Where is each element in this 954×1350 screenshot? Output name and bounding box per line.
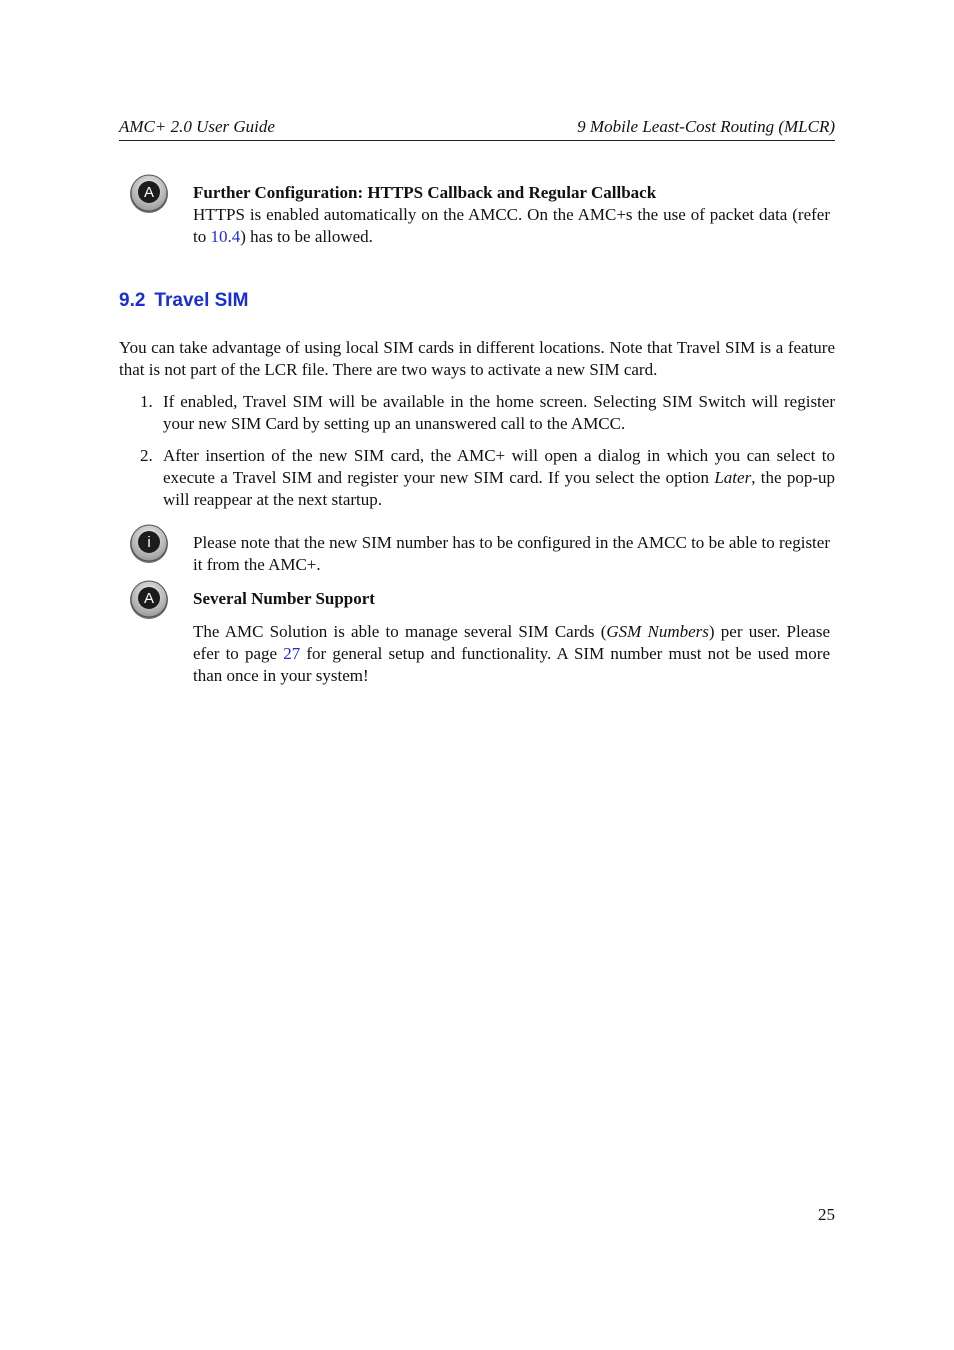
note-several-number-support xyxy=(193,588,830,687)
header-chapter: 9 Mobile Least-Cost Routing (MLCR) xyxy=(577,117,835,136)
note-text: HTTPS is enabled automatically on the AMCC. On the AMC+s the use of packet data (refer to xyxy=(193,205,830,246)
list-item-text: After insertion of the new SIM card, the AMC+ will open a dialog in which you can select to execute a Travel SIM and register your new SIM card. If you select the option Later, the pop-up will reappear at the next startup. xyxy=(163,446,835,509)
admin-icon xyxy=(128,578,170,620)
admin-icon-letter: A xyxy=(143,184,155,201)
page-header xyxy=(119,116,835,141)
page-link-27[interactable]: 27 xyxy=(283,644,301,663)
note-https-callback xyxy=(193,182,830,248)
section-heading xyxy=(119,290,248,312)
list-item-text: If enabled, Travel SIM will be available in the home screen. Selecting SIM Switch will register your new SIM Card by setting up an unanswered call to the AMCC. xyxy=(163,392,835,433)
admin-icon-letter: A xyxy=(143,590,155,607)
note-text: ) has to be allowed. xyxy=(240,227,373,246)
section-number: 9.2 xyxy=(119,290,146,311)
list-item xyxy=(119,445,835,511)
note-body: The AMC Solution is able to manage several SIM Cards (GSM Numbers) per user. Please efer to page 27 for general setup and functionality. A SIM number must not be used more than once in your system! xyxy=(193,622,830,685)
term-gsm-numbers: GSM Numbers xyxy=(606,622,709,641)
section-title: Travel SIM xyxy=(154,290,249,311)
section-link-10-4[interactable]: 10.4 xyxy=(210,227,241,246)
intro-paragraph: You can take advantage of using local SIM cards in different locations. Note that Travel SIM is a feature that is not part of the LCR file. There are two ways to activate a new SIM card. xyxy=(119,338,835,379)
list-marker: 1. xyxy=(140,392,153,411)
note-body xyxy=(193,204,830,248)
note-title: Several Number Support xyxy=(193,589,375,608)
header-title: AMC+ 2.0 User Guide xyxy=(119,117,275,136)
activation-list xyxy=(119,391,835,511)
list-item xyxy=(119,391,835,435)
note-body: Please note that the new SIM number has to be configured in the AMCC to be able to register it from the AMC+. xyxy=(193,533,830,574)
note-title: Further Configuration: HTTPS Callback and Regular Callback xyxy=(193,183,657,202)
option-later: Later xyxy=(714,468,752,487)
admin-icon xyxy=(128,172,170,214)
note-sim-configuration xyxy=(193,532,830,576)
info-icon-letter: i xyxy=(147,534,151,551)
page-number: 25 xyxy=(818,1205,835,1224)
list-marker: 2. xyxy=(140,446,153,465)
info-icon xyxy=(128,522,170,564)
